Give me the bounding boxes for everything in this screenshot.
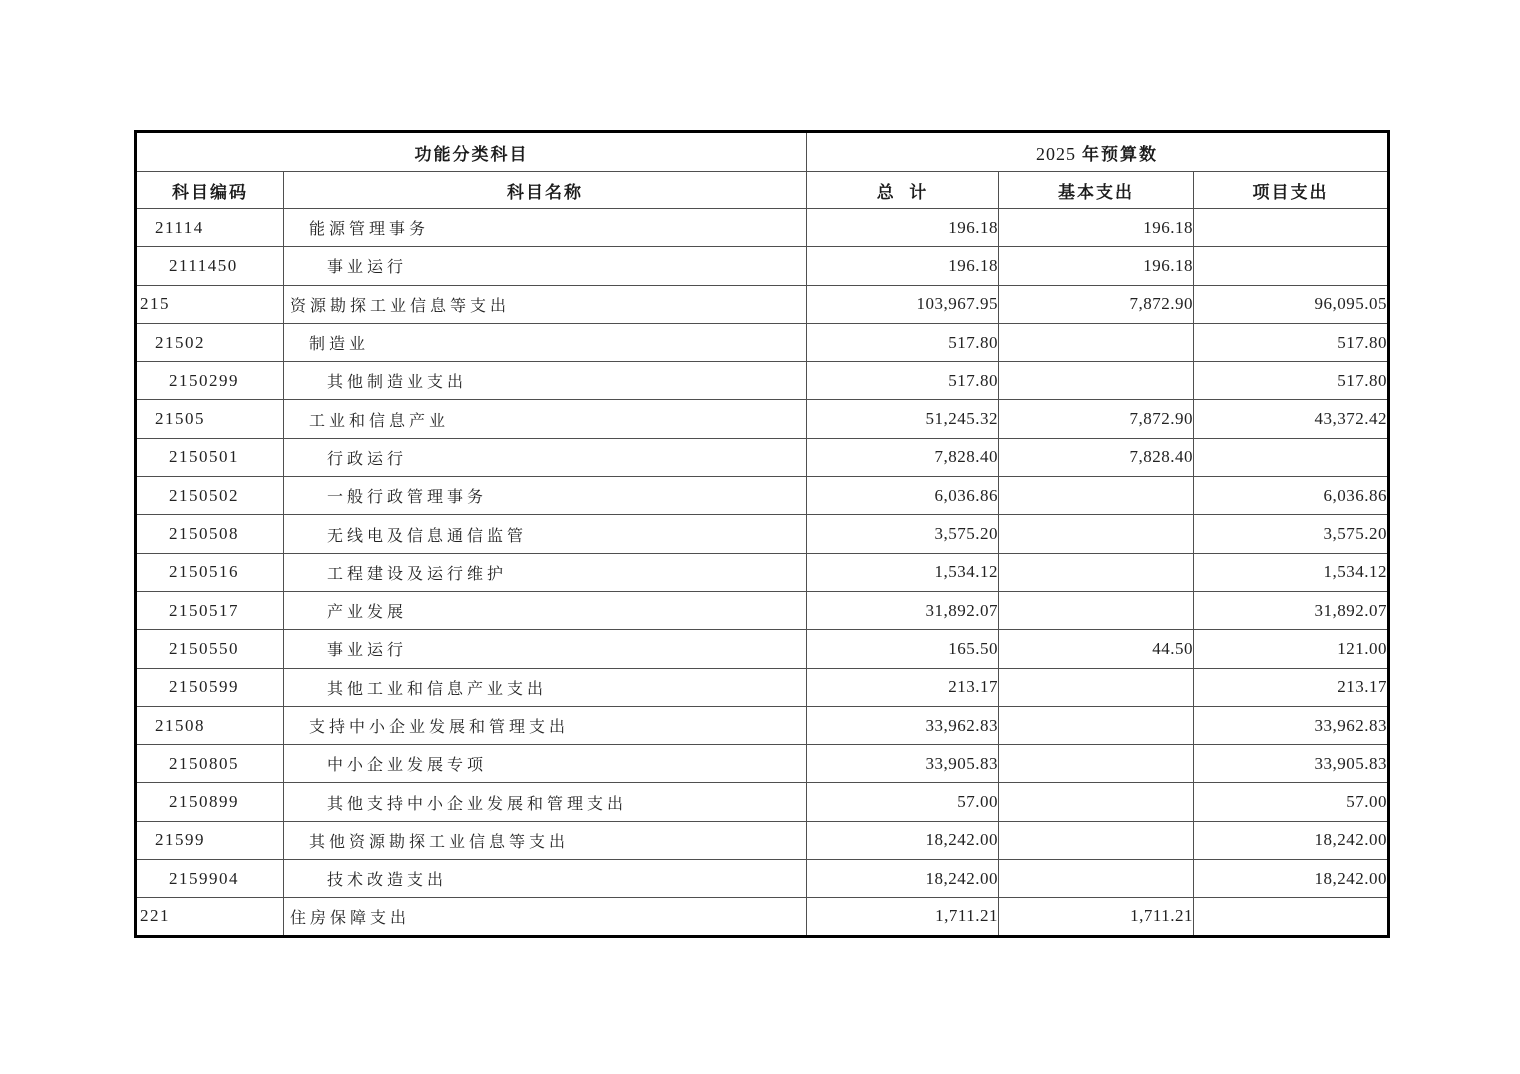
table-row [136,591,1389,629]
table-row [136,821,1389,859]
budget-year-suffix: 年预算数 [1082,144,1158,164]
total-cell: 1,534.12 [807,553,999,591]
total-cell: 165.50 [807,630,999,668]
table-row [136,668,1389,706]
total-cell: 3,575.20 [807,515,999,553]
table-row [136,247,1389,285]
basic-expense-cell: 196.18 [999,209,1194,247]
basic-expense-cell [999,821,1194,859]
basic-expense-cell [999,477,1194,515]
subject-name-cell: 行政运行 [284,438,807,476]
total-cell: 57.00 [807,783,999,821]
header-group-row [136,132,1389,172]
project-expense-cell [1194,898,1389,936]
subject-name-cell: 事业运行 [284,630,807,668]
total-cell: 6,036.86 [807,477,999,515]
basic-expense-cell: 1,711.21 [999,898,1194,936]
budget-year: 2025 [1036,143,1076,164]
table-row [136,400,1389,438]
table-row [136,783,1389,821]
table-row [136,860,1389,898]
table-row [136,630,1389,668]
table-row [136,745,1389,783]
subject-name-cell: 中小企业发展专项 [284,745,807,783]
table-row [136,438,1389,476]
subject-code-cell: 221 [136,898,284,936]
table-row [136,285,1389,323]
table-row [136,362,1389,400]
subject-name-cell: 能源管理事务 [284,209,807,247]
project-expense-cell [1194,209,1389,247]
basic-expense-cell [999,783,1194,821]
project-expense-cell: 121.00 [1194,630,1389,668]
subject-code-cell: 2150517 [136,591,284,629]
project-expense-cell: 33,962.83 [1194,706,1389,744]
total-cell: 213.17 [807,668,999,706]
subject-name-cell: 一般行政管理事务 [284,477,807,515]
header-budget-2025 [807,132,1389,172]
subject-name-cell: 工业和信息产业 [284,400,807,438]
total-cell: 51,245.32 [807,400,999,438]
subject-code-cell: 2159904 [136,860,284,898]
basic-expense-cell [999,591,1194,629]
basic-expense-cell: 7,872.90 [999,400,1194,438]
project-expense-cell: 18,242.00 [1194,860,1389,898]
subject-code-cell: 2150550 [136,630,284,668]
col-header-total: 总 计 [807,172,999,209]
total-cell: 517.80 [807,323,999,361]
column-header-row [136,172,1389,209]
subject-code-cell: 2150299 [136,362,284,400]
subject-code-cell: 21508 [136,706,284,744]
table-row [136,898,1389,936]
project-expense-cell: 57.00 [1194,783,1389,821]
project-expense-cell: 6,036.86 [1194,477,1389,515]
total-cell: 7,828.40 [807,438,999,476]
project-expense-cell [1194,247,1389,285]
subject-name-cell: 资源勘探工业信息等支出 [284,285,807,323]
project-expense-cell: 18,242.00 [1194,821,1389,859]
basic-expense-cell: 44.50 [999,630,1194,668]
subject-code-cell: 21505 [136,400,284,438]
subject-name-cell: 事业运行 [284,247,807,285]
basic-expense-cell [999,553,1194,591]
basic-expense-cell: 196.18 [999,247,1194,285]
total-cell: 18,242.00 [807,860,999,898]
subject-name-cell: 技术改造支出 [284,860,807,898]
subject-name-cell: 支持中小企业发展和管理支出 [284,706,807,744]
subject-code-cell: 2150502 [136,477,284,515]
col-header-subject-name: 科目名称 [284,172,807,209]
table-header [136,132,1389,209]
total-cell: 196.18 [807,247,999,285]
project-expense-cell: 3,575.20 [1194,515,1389,553]
budget-table [134,130,1390,938]
total-cell: 1,711.21 [807,898,999,936]
basic-expense-cell [999,515,1194,553]
table-body [136,209,1389,937]
subject-name-cell: 其他工业和信息产业支出 [284,668,807,706]
project-expense-cell: 43,372.42 [1194,400,1389,438]
subject-name-cell: 产业发展 [284,591,807,629]
project-expense-cell: 31,892.07 [1194,591,1389,629]
table-row [136,209,1389,247]
table-row [136,515,1389,553]
basic-expense-cell [999,323,1194,361]
subject-name-cell: 制造业 [284,323,807,361]
header-functional-classification: 功能分类科目 [136,132,807,172]
basic-expense-cell [999,745,1194,783]
project-expense-cell: 1,534.12 [1194,553,1389,591]
project-expense-cell [1194,438,1389,476]
col-header-subject-code: 科目编码 [136,172,284,209]
subject-name-cell: 其他支持中小企业发展和管理支出 [284,783,807,821]
project-expense-cell: 213.17 [1194,668,1389,706]
subject-code-cell: 2150805 [136,745,284,783]
subject-code-cell: 2111450 [136,247,284,285]
total-cell: 517.80 [807,362,999,400]
subject-code-cell: 2150516 [136,553,284,591]
table-row [136,553,1389,591]
total-cell: 33,962.83 [807,706,999,744]
total-cell: 196.18 [807,209,999,247]
table-row [136,477,1389,515]
project-expense-cell: 517.80 [1194,323,1389,361]
subject-code-cell: 21599 [136,821,284,859]
subject-code-cell: 2150599 [136,668,284,706]
total-cell: 31,892.07 [807,591,999,629]
basic-expense-cell [999,860,1194,898]
basic-expense-cell: 7,872.90 [999,285,1194,323]
subject-code-cell: 21114 [136,209,284,247]
basic-expense-cell [999,706,1194,744]
col-header-project-expense: 项目支出 [1194,172,1389,209]
total-cell: 103,967.95 [807,285,999,323]
project-expense-cell: 96,095.05 [1194,285,1389,323]
subject-name-cell: 住房保障支出 [284,898,807,936]
project-expense-cell: 517.80 [1194,362,1389,400]
subject-name-cell: 无线电及信息通信监管 [284,515,807,553]
subject-code-cell: 2150899 [136,783,284,821]
total-cell: 18,242.00 [807,821,999,859]
basic-expense-cell [999,362,1194,400]
total-cell: 33,905.83 [807,745,999,783]
table-row [136,323,1389,361]
subject-code-cell: 21502 [136,323,284,361]
subject-name-cell: 其他资源勘探工业信息等支出 [284,821,807,859]
table-row [136,706,1389,744]
col-header-basic-expense: 基本支出 [999,172,1194,209]
subject-name-cell: 其他制造业支出 [284,362,807,400]
project-expense-cell: 33,905.83 [1194,745,1389,783]
subject-name-cell: 工程建设及运行维护 [284,553,807,591]
subject-code-cell: 215 [136,285,284,323]
subject-code-cell: 2150501 [136,438,284,476]
subject-code-cell: 2150508 [136,515,284,553]
basic-expense-cell: 7,828.40 [999,438,1194,476]
basic-expense-cell [999,668,1194,706]
